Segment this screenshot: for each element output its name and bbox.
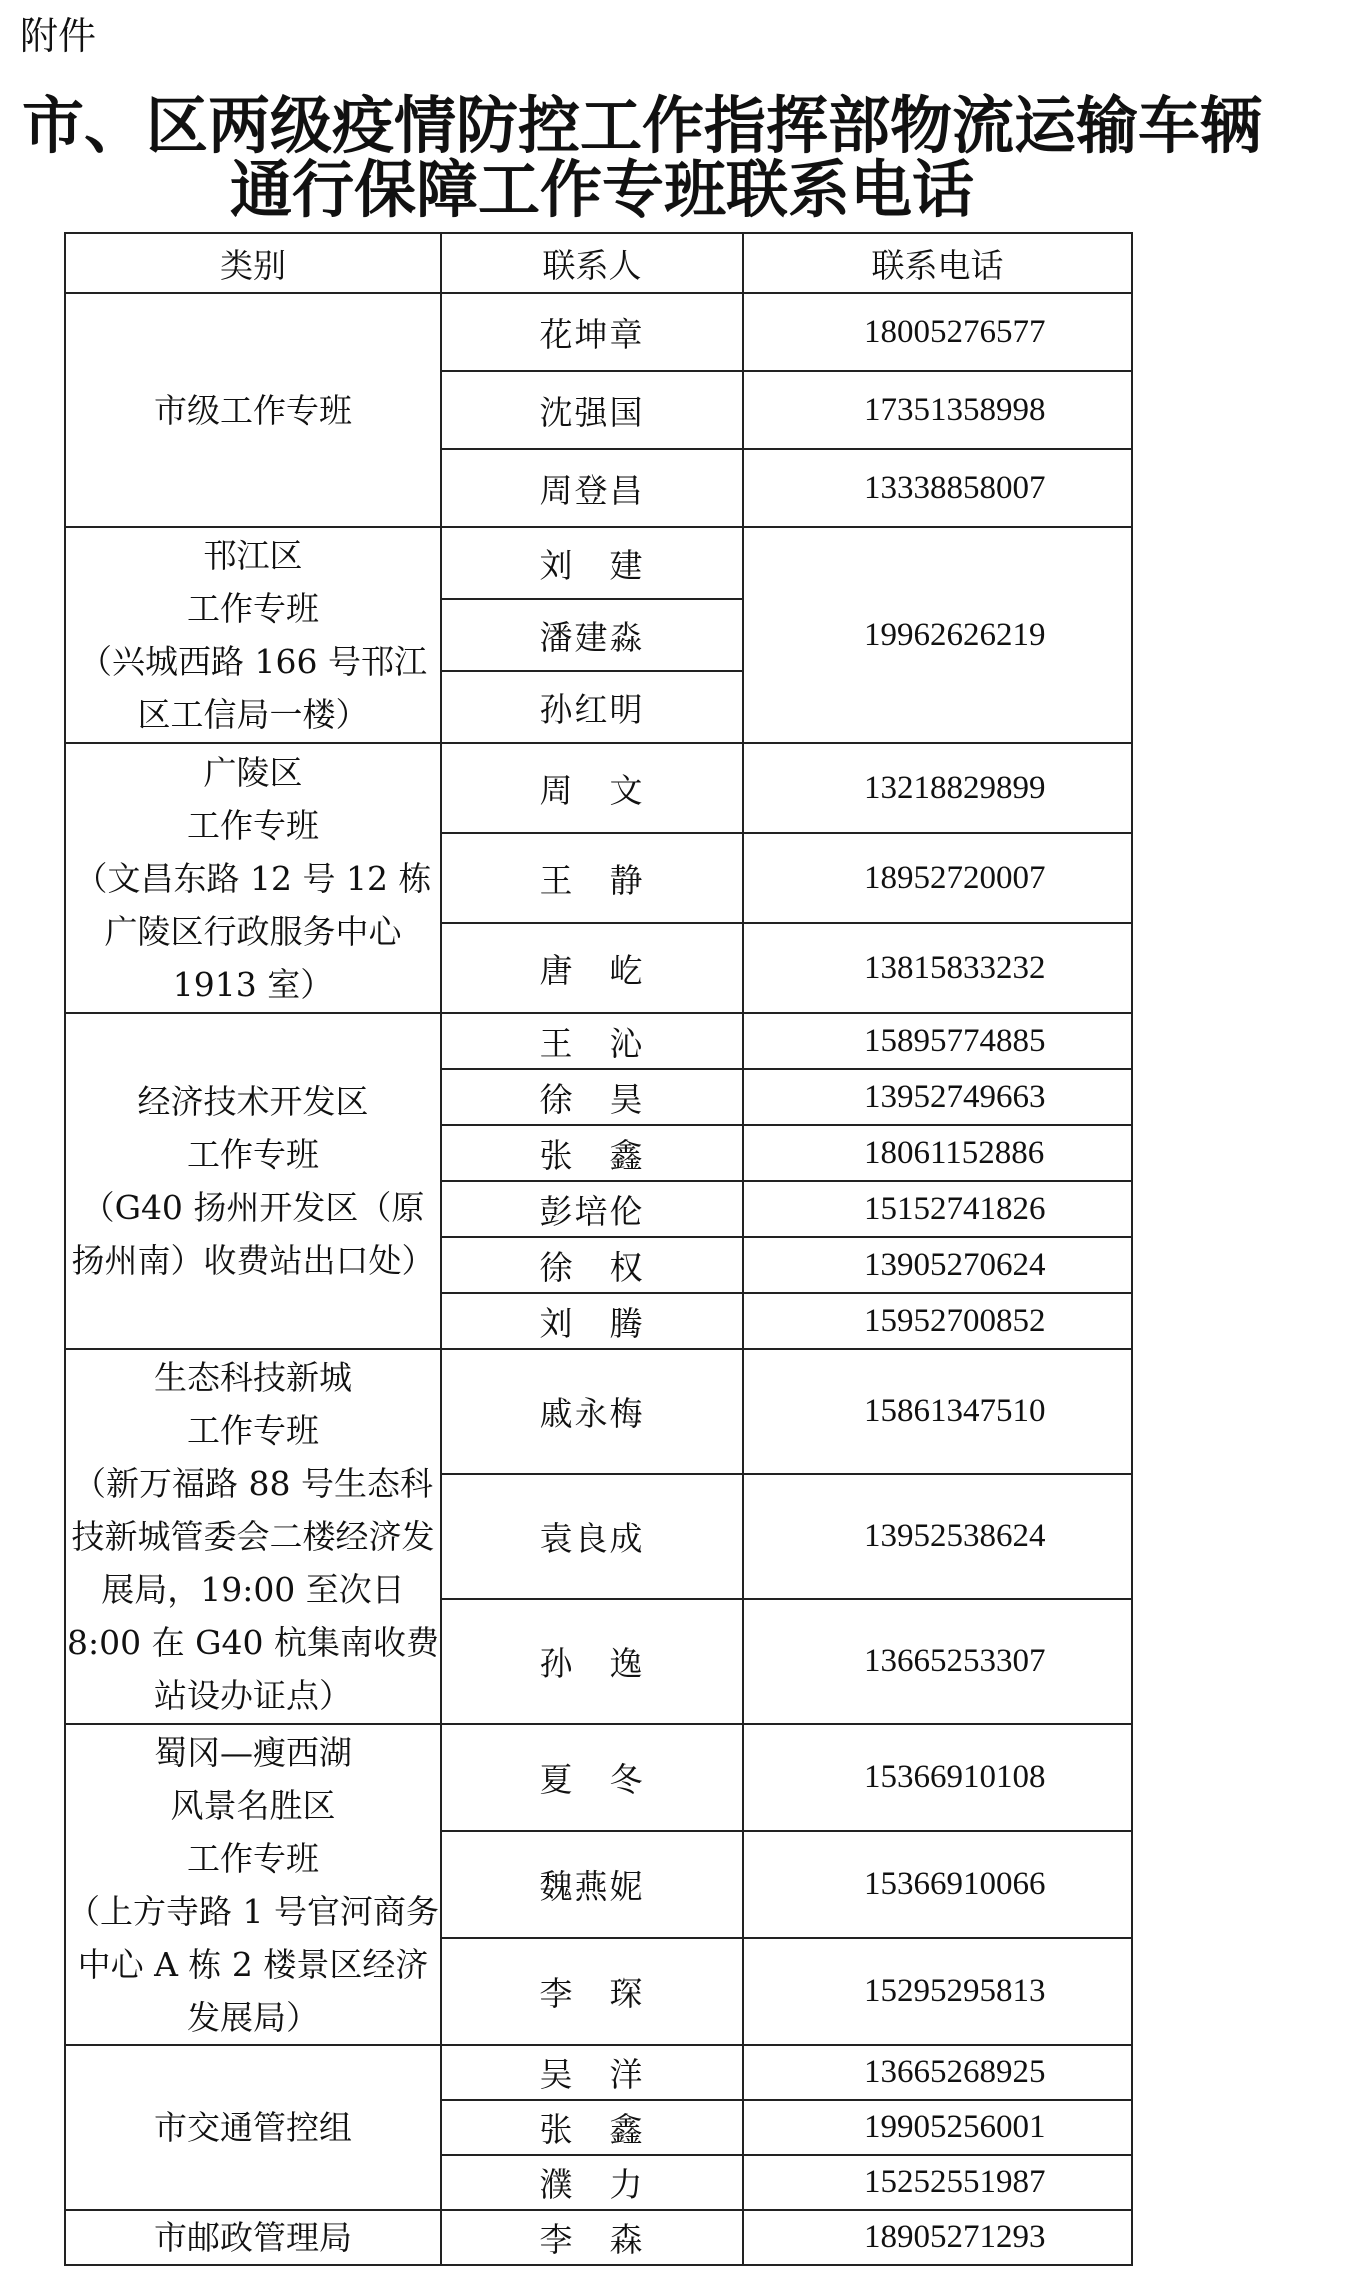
contact-phone: 18905271293 bbox=[743, 2210, 1132, 2265]
contact-name: 潘建淼 bbox=[441, 599, 743, 671]
contact-phone: 15861347510 bbox=[743, 1349, 1132, 1474]
contact-name: 徐 昊 bbox=[441, 1069, 743, 1125]
contact-name: 张 鑫 bbox=[441, 1125, 743, 1181]
category-cell: 市邮政管理局 bbox=[65, 2210, 441, 2265]
contact-phone: 15895774885 bbox=[743, 1013, 1132, 1069]
contact-name: 孙红明 bbox=[441, 671, 743, 743]
category-cell: 市级工作专班 bbox=[65, 293, 441, 527]
contact-name: 孙 逸 bbox=[441, 1599, 743, 1724]
header-contact: 联系人 bbox=[441, 233, 743, 293]
category-cell: 蜀冈—瘦西湖 风景名胜区 工作专班 （上方寺路 1 号官河商务中心 A 栋 2 楼景区经济发展局） bbox=[65, 1724, 441, 2045]
contact-phone: 13952749663 bbox=[743, 1069, 1132, 1125]
category-cell: 市交通管控组 bbox=[65, 2045, 441, 2210]
table-row bbox=[65, 2210, 1132, 2265]
contact-phone: 15952700852 bbox=[743, 1293, 1132, 1349]
contact-phone: 13338858007 bbox=[743, 449, 1132, 527]
document-title-line-1: 市、区两级疫情防控工作指挥部物流运输车辆 bbox=[22, 89, 1263, 162]
contact-name: 周 文 bbox=[441, 743, 743, 833]
contact-phone: 13665268925 bbox=[743, 2045, 1132, 2100]
contact-phone: 18005276577 bbox=[743, 293, 1132, 371]
contact-name: 戚永梅 bbox=[441, 1349, 743, 1474]
document-title-line-2: 通行保障工作专班联系电话 bbox=[230, 153, 975, 226]
contact-phone: 13815833232 bbox=[743, 923, 1132, 1013]
category-cell: 邗江区 工作专班 （兴城西路 166 号邗江区工信局一楼） bbox=[65, 527, 441, 743]
contact-name: 刘 建 bbox=[441, 527, 743, 599]
contact-phone: 13905270624 bbox=[743, 1237, 1132, 1293]
contact-name: 夏 冬 bbox=[441, 1724, 743, 1831]
contact-phone: 13218829899 bbox=[743, 743, 1132, 833]
contact-name: 花坤章 bbox=[441, 293, 743, 371]
contact-name: 沈强国 bbox=[441, 371, 743, 449]
category-cell: 广陵区 工作专班 （文昌东路 12 号 12 栋广陵区行政服务中心 1913 室） bbox=[65, 743, 441, 1013]
contact-name: 王 静 bbox=[441, 833, 743, 923]
contact-name: 吴 洋 bbox=[441, 2045, 743, 2100]
table-row bbox=[65, 743, 1132, 833]
contact-phone: 18061152886 bbox=[743, 1125, 1132, 1181]
table-row bbox=[65, 293, 1132, 371]
contact-name: 李 琛 bbox=[441, 1938, 743, 2045]
table-row bbox=[65, 1349, 1132, 1474]
attachment-label: 附件 bbox=[20, 14, 97, 58]
contact-name: 张 鑫 bbox=[441, 2100, 743, 2155]
contact-phone: 17351358998 bbox=[743, 371, 1132, 449]
category-cell: 生态科技新城 工作专班 （新万福路 88 号生态科技新城管委会二楼经济发展局，19:00 至次日 8:00 在 G40 杭集南收费站设办证点） bbox=[65, 1349, 441, 1724]
header-phone: 联系电话 bbox=[743, 233, 1132, 293]
contact-phone: 19905256001 bbox=[743, 2100, 1132, 2155]
table-body bbox=[65, 293, 1132, 2265]
header-category: 类别 bbox=[65, 233, 441, 293]
contact-phone: 15152741826 bbox=[743, 1181, 1132, 1237]
contact-phone: 15252551987 bbox=[743, 2155, 1132, 2210]
contact-phone: 15366910066 bbox=[743, 1831, 1132, 1938]
contact-phone: 13952538624 bbox=[743, 1474, 1132, 1599]
table-row bbox=[65, 1724, 1132, 1831]
contact-name: 濮 力 bbox=[441, 2155, 743, 2210]
contact-name: 魏燕妮 bbox=[441, 1831, 743, 1938]
table-header-row bbox=[65, 233, 1132, 293]
category-cell: 经济技术开发区 工作专班 （G40 扬州开发区（原扬州南）收费站出口处） bbox=[65, 1013, 441, 1349]
table-row bbox=[65, 2045, 1132, 2100]
contact-phone: 19962626219 bbox=[743, 527, 1132, 743]
contact-name: 李 森 bbox=[441, 2210, 743, 2265]
contact-name: 彭培伦 bbox=[441, 1181, 743, 1237]
table-row bbox=[65, 1013, 1132, 1069]
contact-phone: 15366910108 bbox=[743, 1724, 1132, 1831]
table-row bbox=[65, 527, 1132, 599]
contact-name: 王 沁 bbox=[441, 1013, 743, 1069]
contact-phone: 15295295813 bbox=[743, 1938, 1132, 2045]
contact-name: 周登昌 bbox=[441, 449, 743, 527]
contact-phone: 18952720007 bbox=[743, 833, 1132, 923]
contact-name: 刘 腾 bbox=[441, 1293, 743, 1349]
contacts-table bbox=[64, 232, 1133, 2266]
contact-name: 唐 屹 bbox=[441, 923, 743, 1013]
contact-name: 徐 权 bbox=[441, 1237, 743, 1293]
contact-name: 袁良成 bbox=[441, 1474, 743, 1599]
contact-phone: 13665253307 bbox=[743, 1599, 1132, 1724]
